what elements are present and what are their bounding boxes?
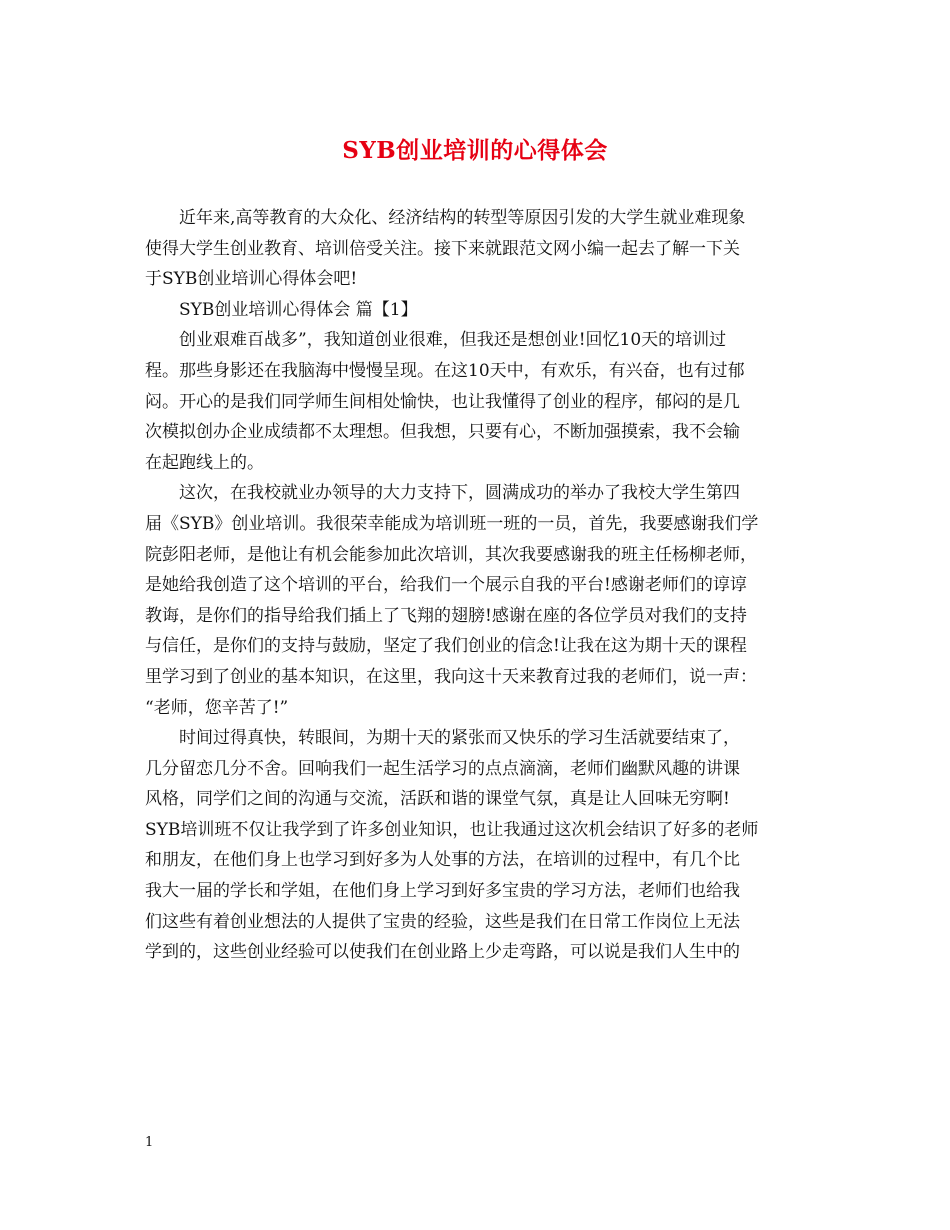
- body-line: 与信任，是你们的支持与鼓励，坚定了我们创业的信念!让我在这为期十天的课程: [145, 636, 747, 657]
- body-line: 学到的，这些创业经验可以使我们在创业路上少走弯路，可以说是我们人生中的: [145, 942, 740, 963]
- body-line: 时间过得真快，转眼间，为期十天的紧张而又快乐的学习生活就要结束了，: [179, 728, 740, 749]
- body-line: “老师，您辛苦了!”: [145, 697, 289, 718]
- body-line: 近年来,高等教育的大众化、经济结构的转型等原因引发的大学生就业难现象: [179, 208, 746, 228]
- body-line: 风格，同学们之间的沟通与交流，活跃和谐的课堂气氛，真是让人回味无穷啊!: [145, 789, 730, 810]
- body-line: 闷。开心的是我们同学师生间相处愉快，也让我懂得了创业的程序，郁闷的是几: [145, 391, 740, 412]
- document-body: [145, 203, 805, 968]
- body-line: 和朋友，在他们身上也学习到好多为人处事的方法，在培训的过程中，有几个比: [145, 850, 740, 871]
- body-line: 次模拟创办企业成绩都不太理想。但我想，只要有心，不断加强摸索，我不会输: [145, 422, 740, 443]
- body-line: 创业艰难百战多”，我知道创业很难，但我还是想创业!回忆10天的培训过: [179, 330, 727, 351]
- page-number: 1: [145, 1135, 154, 1150]
- body-line: 们这些有着创业想法的人提供了宝贵的经验，这些是我们在日常工作岗位上无法: [145, 911, 740, 932]
- body-line: 几分留恋几分不舍。回响我们一起生活学习的点点滴滴，老师们幽默风趣的讲课: [145, 758, 740, 779]
- body-line: 我大一届的学长和学姐，在他们身上学习到好多宝贵的学习方法，老师们也给我: [145, 881, 740, 902]
- body-line: SYB创业培训心得体会 篇【1】: [179, 299, 418, 320]
- body-line: 届《SYB》创业培训。我很荣幸能成为培训班一班的一员，首先，我要感谢我们学: [145, 513, 759, 534]
- body-line: 院彭阳老师，是他让有机会能参加此次培训，其次我要感谢我的班主任杨柳老师，: [145, 544, 757, 565]
- body-line: 教诲，是你们的指导给我们插上了飞翔的翅膀!感谢在座的各位学员对我们的支持: [145, 605, 747, 626]
- body-line: 程。那些身影还在我脑海中慢慢呈现。在这10天中，有欢乐，有兴奋，也有过郁: [145, 360, 745, 381]
- body-line: 使得大学生创业教育、培训倍受关注。接下来就跟范文网小编一起去了解一下关: [145, 238, 740, 259]
- body-line: SYB培训班不仅让我学到了许多创业知识，也让我通过这次机会结识了好多的老师: [145, 819, 759, 840]
- body-line: 这次，在我校就业办领导的大力支持下，圆满成功的举办了我校大学生第四: [179, 483, 740, 504]
- body-line: 是她给我创造了这个培训的平台，给我们一个展示自我的平台!感谢老师们的谆谆: [145, 575, 747, 596]
- body-line: 在起跑线上的。: [145, 452, 264, 473]
- body-line: 于SYB创业培训心得体会吧!: [145, 269, 358, 290]
- page-title: SYB创业培训的心得体会: [342, 137, 608, 164]
- body-line: 里学习到了创业的基本知识，在这里，我向这十天来教育过我的老师们，说一声：: [145, 666, 757, 687]
